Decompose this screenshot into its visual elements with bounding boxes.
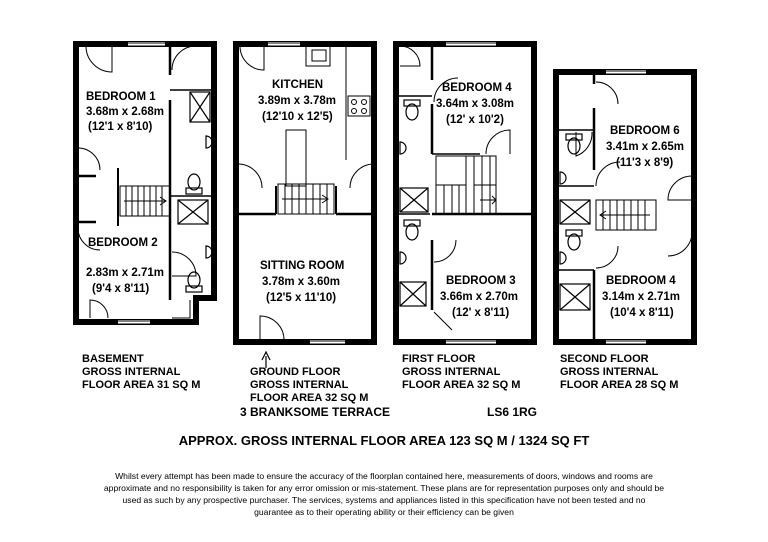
ground-room-1-metric: 3.89m x 3.78m <box>258 95 337 107</box>
ground-room-1-name: KITCHEN <box>272 79 324 91</box>
first-label-line-3: FLOOR AREA 32 SQ M <box>402 379 521 391</box>
basement-room-2-name: BEDROOM 2 <box>88 237 158 249</box>
second-room-1-name: BEDROOM 6 <box>610 125 680 137</box>
address-postcode: LS6 1RG <box>487 405 538 419</box>
first-room-2-name: BEDROOM 3 <box>446 275 516 287</box>
ground-room-2-metric: 3.78m x 3.60m <box>262 276 341 288</box>
first-room-1-name: BEDROOM 4 <box>442 82 512 94</box>
second-label-line-1: SECOND FLOOR <box>560 353 649 365</box>
basement-label-line-1: BASEMENT <box>82 353 144 365</box>
basement-label-line-2: GROSS INTERNAL <box>82 366 181 378</box>
ground-floor-plan <box>236 43 374 368</box>
second-room-2-imperial: (10'4 x 8'11) <box>610 307 674 319</box>
second-label-line-2: GROSS INTERNAL <box>560 366 659 378</box>
ground-label-line-1: GROUND FLOOR <box>250 366 341 378</box>
basement-room-1-name: BEDROOM 1 <box>86 91 156 103</box>
disclaimer-line: guarantee as to their operating ability or their efficiency can be given <box>254 507 514 517</box>
basement-room-1-metric: 3.68m x 2.68m <box>86 106 165 118</box>
first-label-line-1: FIRST FLOOR <box>402 353 476 365</box>
first-room-2-imperial: (12' x 8'11) <box>452 307 510 319</box>
address-street: 3 BRANKSOME TERRACE <box>240 405 391 419</box>
second-room-1-metric: 3.41m x 2.65m <box>606 141 685 153</box>
second-room-2-name: BEDROOM 4 <box>606 275 676 287</box>
disclaimer <box>100 470 668 518</box>
basement-room-1-imperial: (12'1 x 8'10) <box>88 121 153 133</box>
disclaimer-line: approximate and no responsibility is taken for any error omission or mis-statement. These plans are for representation purposes only and should be <box>103 483 665 493</box>
first-room-1-metric: 3.64m x 3.08m <box>436 98 515 110</box>
ground-room-1-imperial: (12'10 x 12'5) <box>262 111 333 123</box>
ground-room-2-imperial: (12'5 x 11'10) <box>266 292 337 304</box>
first-room-1-imperial: (12' x 10'2) <box>446 114 504 126</box>
basement-plan <box>76 43 214 324</box>
first-label-line-2: GROSS INTERNAL <box>402 366 501 378</box>
total-floor-area: APPROX. GROSS INTERNAL FLOOR AREA 123 SQ M / 1324 SQ FT <box>178 433 590 448</box>
second-room-2-metric: 3.14m x 2.71m <box>602 291 681 303</box>
disclaimer-line: used as such by any prospective purchaser. The services, systems and appliances listed in this specification have not been tested and no <box>122 495 646 505</box>
ground-room-2-name: SITTING ROOM <box>260 260 345 272</box>
second-room-1-imperial: (11'3 x 8'9) <box>616 157 674 169</box>
disclaimer-line: Whilst every attempt has been made to ensure the accuracy of the floorplan contained here, measurements of doors, windows and rooms are <box>115 471 653 481</box>
ground-label-line-2: GROSS INTERNAL <box>250 379 349 391</box>
basement-room-2-metric: 2.83m x 2.71m <box>86 267 165 279</box>
basement-room-2-imperial: (9'4 x 8'11) <box>92 283 150 295</box>
second-floor-plan <box>556 71 694 344</box>
second-label-line-3: FLOOR AREA 28 SQ M <box>560 379 679 391</box>
ground-label-line-3: FLOOR AREA 32 SQ M <box>250 392 369 404</box>
first-room-2-metric: 3.66m x 2.70m <box>440 291 519 303</box>
basement-label-line-3: FLOOR AREA 31 SQ M <box>82 379 201 391</box>
